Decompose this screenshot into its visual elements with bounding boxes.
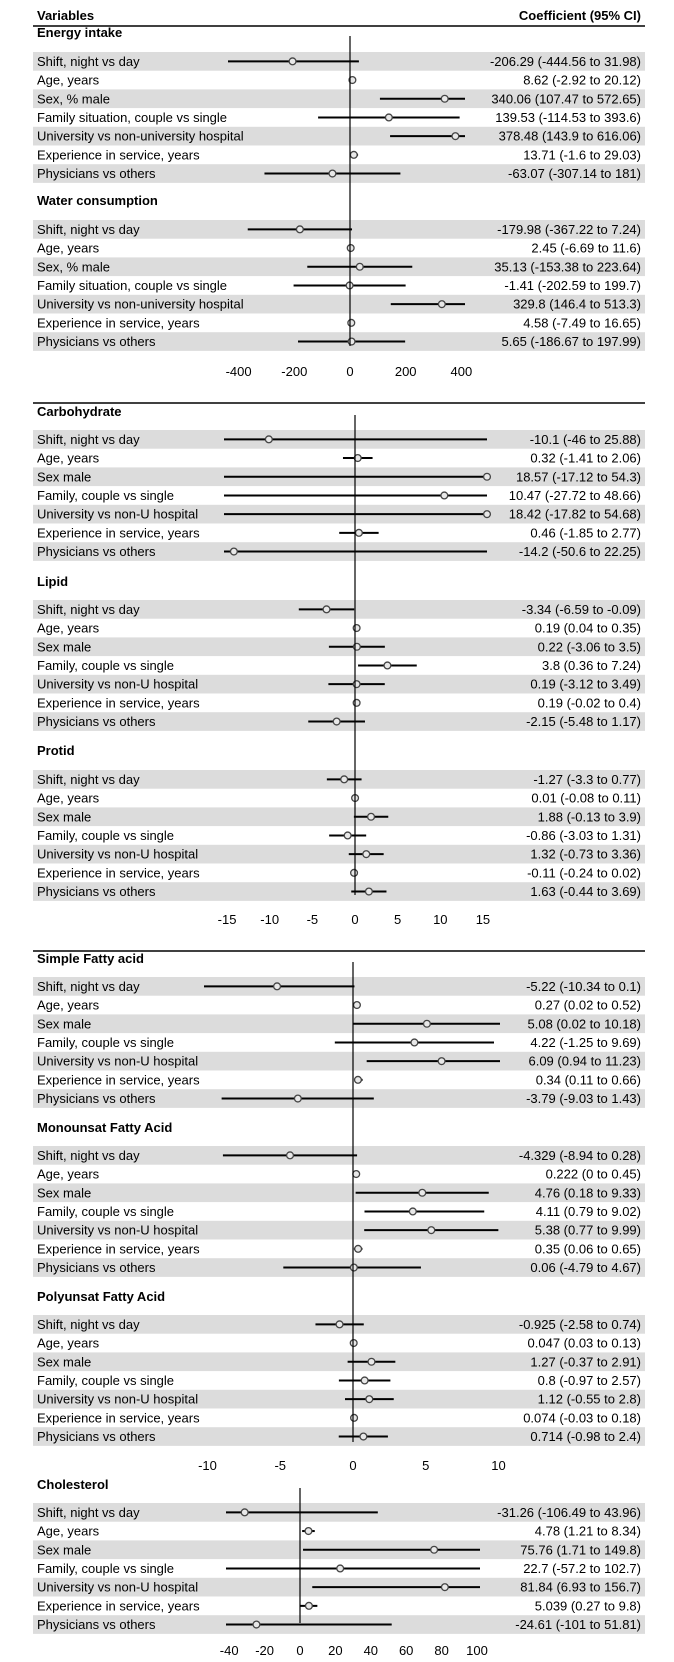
ci-text: 18.42 (-17.82 to 54.68) bbox=[508, 506, 641, 522]
point-estimate bbox=[368, 813, 375, 820]
row-label: Sex male bbox=[37, 469, 92, 485]
row-label: Age, years bbox=[37, 620, 100, 636]
row-label: Physicians vs others bbox=[37, 166, 156, 182]
forest-row bbox=[33, 1052, 645, 1071]
row-label: Experience in service, years bbox=[37, 525, 200, 541]
point-estimate bbox=[441, 1584, 448, 1591]
row-label: Sex male bbox=[37, 1016, 92, 1032]
tick-label: 0 bbox=[346, 364, 354, 379]
tick-label: 0 bbox=[296, 1643, 304, 1658]
forest-row bbox=[37, 1336, 641, 1351]
point-estimate bbox=[411, 1039, 418, 1046]
group-title: Monounsat Fatty Acid bbox=[37, 1120, 173, 1135]
forest-row bbox=[33, 1089, 645, 1108]
forest-row bbox=[37, 278, 641, 293]
tick-label: 400 bbox=[450, 364, 473, 379]
row-label: Family, couple vs single bbox=[37, 487, 175, 503]
ci-text: 0.047 (0.03 to 0.13) bbox=[527, 1335, 641, 1351]
forest-row bbox=[33, 1258, 645, 1277]
forest-row bbox=[33, 1540, 645, 1559]
outcome-group bbox=[33, 404, 645, 561]
row-label: Experience in service, years bbox=[37, 147, 200, 163]
row-label: Sex male bbox=[37, 1185, 92, 1201]
ci-text: -206.29 (-444.56 to 31.98) bbox=[489, 53, 641, 69]
point-estimate bbox=[409, 1208, 416, 1215]
forest-row bbox=[37, 1373, 641, 1388]
point-estimate bbox=[350, 1340, 357, 1347]
point-estimate bbox=[296, 226, 303, 233]
tick-label: -15 bbox=[217, 912, 237, 927]
point-estimate bbox=[368, 1358, 375, 1365]
row-label: Age, years bbox=[37, 1166, 100, 1182]
point-estimate bbox=[441, 492, 448, 499]
point-estimate bbox=[353, 1171, 360, 1178]
row-label: Family, couple vs single bbox=[37, 1560, 175, 1576]
ci-text: -5.22 (-10.34 to 0.1) bbox=[526, 978, 641, 994]
point-estimate bbox=[230, 548, 237, 555]
forest-row bbox=[37, 1561, 641, 1576]
row-label: Age, years bbox=[37, 240, 100, 256]
tick-label: 100 bbox=[466, 1643, 488, 1658]
forest-row bbox=[33, 977, 645, 996]
row-label: Family, couple vs single bbox=[37, 1034, 175, 1050]
outcome-group bbox=[33, 951, 645, 1108]
row-label: Age, years bbox=[37, 72, 100, 88]
ci-text: 0.34 (0.11 to 0.66) bbox=[535, 1072, 641, 1088]
point-estimate bbox=[274, 983, 281, 990]
ci-text: -1.27 (-3.3 to 0.77) bbox=[533, 771, 641, 787]
forest-row bbox=[37, 1167, 641, 1182]
ci-text: 81.84 (6.93 to 156.7) bbox=[520, 1579, 641, 1595]
point-estimate bbox=[353, 681, 360, 688]
forest-row bbox=[33, 770, 645, 789]
row-label: Age, years bbox=[37, 997, 100, 1013]
tick-label: -5 bbox=[306, 912, 319, 927]
ci-text: -10.1 (-46 to 25.88) bbox=[529, 431, 641, 447]
group-title: Polyunsat Fatty Acid bbox=[37, 1289, 166, 1304]
forest-panel bbox=[33, 25, 645, 403]
point-estimate bbox=[241, 1509, 248, 1516]
forest-row bbox=[33, 467, 645, 486]
forest-panel bbox=[33, 951, 645, 1473]
forest-row bbox=[33, 1014, 645, 1033]
forest-row bbox=[37, 241, 641, 256]
tick-label: 15 bbox=[475, 912, 491, 927]
ci-text: -3.34 (-6.59 to -0.09) bbox=[521, 601, 641, 617]
row-label: Sex male bbox=[37, 1542, 92, 1558]
point-estimate bbox=[287, 1152, 294, 1159]
row-label: Experience in service, years bbox=[37, 1598, 200, 1614]
point-estimate bbox=[441, 95, 448, 102]
ci-text: 1.63 (-0.44 to 3.69) bbox=[530, 884, 641, 900]
row-label: Sex, % male bbox=[37, 259, 110, 275]
row-label: University vs non-university hospital bbox=[37, 296, 244, 312]
forest-row bbox=[37, 865, 641, 880]
ci-text: 0.8 (-0.97 to 2.57) bbox=[537, 1372, 641, 1388]
forest-panel bbox=[33, 404, 645, 951]
point-estimate bbox=[431, 1546, 438, 1553]
forest-row bbox=[37, 315, 641, 330]
point-estimate bbox=[366, 1396, 373, 1403]
point-estimate bbox=[341, 776, 348, 783]
point-estimate bbox=[336, 1321, 343, 1328]
row-label: Physicians vs others bbox=[37, 884, 156, 900]
ci-text: 329.8 (146.4 to 513.3) bbox=[513, 296, 641, 312]
forest-row bbox=[33, 1221, 645, 1240]
forest-row bbox=[37, 73, 641, 88]
row-label: Sex male bbox=[37, 1354, 92, 1370]
ci-text: -31.26 (-106.49 to 43.96) bbox=[497, 1504, 641, 1520]
forest-row bbox=[37, 658, 641, 673]
ci-text: -1.41 (-202.59 to 199.7) bbox=[504, 277, 641, 293]
point-estimate bbox=[484, 511, 491, 518]
row-label: University vs non-U hospital bbox=[37, 846, 199, 862]
row-label: Sex, % male bbox=[37, 91, 110, 107]
point-estimate bbox=[452, 133, 459, 140]
forest-row bbox=[33, 1183, 645, 1202]
point-estimate bbox=[333, 718, 340, 725]
tick-label: 20 bbox=[328, 1643, 343, 1658]
point-estimate bbox=[428, 1227, 435, 1234]
point-estimate bbox=[329, 170, 336, 177]
point-estimate bbox=[351, 1414, 358, 1421]
forest-row bbox=[33, 295, 645, 314]
row-label: University vs non-U hospital bbox=[37, 1579, 199, 1595]
tick-label: 200 bbox=[394, 364, 417, 379]
tick-label: -5 bbox=[274, 1458, 287, 1473]
point-estimate bbox=[348, 338, 355, 345]
group-title: Cholesterol bbox=[37, 1477, 109, 1492]
row-label: Shift, night vs day bbox=[37, 978, 140, 994]
forest-row bbox=[33, 712, 645, 731]
ci-text: -4.329 (-8.94 to 0.28) bbox=[518, 1147, 641, 1163]
row-label: Experience in service, years bbox=[37, 315, 200, 331]
row-label: Physicians vs others bbox=[37, 1617, 156, 1633]
row-label: Shift, night vs day bbox=[37, 1147, 140, 1163]
forest-row bbox=[37, 621, 641, 636]
outcome-group bbox=[33, 1120, 645, 1277]
group-title: Simple Fatty acid bbox=[37, 951, 144, 966]
forest-row bbox=[33, 637, 645, 656]
tick-label: 80 bbox=[434, 1643, 449, 1658]
tick-label: -10 bbox=[260, 912, 280, 927]
forest-row bbox=[33, 220, 645, 239]
ci-text: 0.19 (-0.02 to 0.4) bbox=[537, 695, 641, 711]
row-label: University vs non-U hospital bbox=[37, 1053, 199, 1069]
forest-row bbox=[37, 147, 641, 162]
point-estimate bbox=[384, 662, 391, 669]
ci-text: 0.35 (0.06 to 0.65) bbox=[534, 1241, 641, 1257]
forest-row bbox=[37, 998, 641, 1013]
tick-label: -40 bbox=[219, 1643, 239, 1658]
point-estimate bbox=[484, 473, 491, 480]
ci-text: 4.78 (1.21 to 8.34) bbox=[534, 1523, 641, 1539]
ci-text: -14.2 (-50.6 to 22.25) bbox=[518, 544, 641, 560]
tick-label: 0 bbox=[351, 912, 359, 927]
ci-text: 8.62 (-2.92 to 20.12) bbox=[523, 72, 641, 88]
forest-row bbox=[37, 828, 641, 843]
ci-text: 75.76 (1.71 to 149.8) bbox=[520, 1542, 641, 1558]
ci-text: 0.19 (0.04 to 0.35) bbox=[534, 620, 641, 636]
ci-text: 0.46 (-1.85 to 2.77) bbox=[530, 525, 641, 541]
forest-row bbox=[37, 1035, 641, 1050]
forest-row bbox=[37, 1524, 641, 1539]
ci-text: -0.86 (-3.03 to 1.31) bbox=[526, 827, 641, 843]
point-estimate bbox=[337, 1565, 344, 1572]
outcome-group bbox=[33, 574, 645, 731]
point-estimate bbox=[424, 1020, 431, 1027]
row-label: Shift, night vs day bbox=[37, 1316, 140, 1332]
ci-text: 3.8 (0.36 to 7.24) bbox=[541, 657, 641, 673]
row-label: Shift, night vs day bbox=[37, 431, 140, 447]
row-label: University vs non-U hospital bbox=[37, 1391, 199, 1407]
forest-row bbox=[37, 1410, 641, 1425]
row-label: Family situation, couple vs single bbox=[37, 277, 228, 293]
group-title: Lipid bbox=[37, 574, 69, 589]
ci-text: 378.48 (143.9 to 616.06) bbox=[498, 128, 641, 144]
row-label: Shift, night vs day bbox=[37, 771, 140, 787]
tick-label: -400 bbox=[225, 364, 252, 379]
point-estimate bbox=[355, 1076, 362, 1083]
forest-row bbox=[33, 257, 645, 276]
row-label: Experience in service, years bbox=[37, 865, 200, 881]
row-label: Physicians vs others bbox=[37, 1091, 156, 1107]
point-estimate bbox=[351, 869, 358, 876]
row-label: University vs non-U hospital bbox=[37, 506, 199, 522]
row-label: Experience in service, years bbox=[37, 695, 200, 711]
point-estimate bbox=[353, 699, 360, 706]
tick-label: 10 bbox=[491, 1458, 506, 1473]
ci-text: 35.13 (-153.38 to 223.64) bbox=[494, 259, 641, 275]
point-estimate bbox=[438, 301, 445, 308]
forest-row bbox=[33, 332, 645, 351]
forest-row bbox=[33, 52, 645, 71]
ci-text: -0.925 (-2.58 to 0.74) bbox=[518, 1316, 641, 1332]
ci-text: 0.01 (-0.08 to 0.11) bbox=[531, 790, 641, 806]
ci-text: -63.07 (-307.14 to 181) bbox=[508, 166, 641, 182]
point-estimate bbox=[347, 245, 354, 252]
point-estimate bbox=[363, 851, 370, 858]
ci-text: 0.27 (0.02 to 0.52) bbox=[534, 997, 641, 1013]
ci-text: 1.27 (-0.37 to 2.91) bbox=[530, 1354, 641, 1370]
row-label: Family, couple vs single bbox=[37, 1203, 175, 1219]
row-label: Experience in service, years bbox=[37, 1410, 200, 1426]
ci-text: -179.98 (-367.22 to 7.24) bbox=[497, 221, 641, 237]
forest-row bbox=[37, 488, 641, 503]
row-label: Physicians vs others bbox=[37, 714, 156, 730]
outcome-group bbox=[33, 1289, 645, 1446]
ci-text: 4.11 (0.79 to 9.02) bbox=[535, 1203, 641, 1219]
point-estimate bbox=[253, 1621, 260, 1628]
header bbox=[33, 8, 645, 26]
row-label: Experience in service, years bbox=[37, 1072, 200, 1088]
ci-text: 5.65 (-186.67 to 197.99) bbox=[501, 334, 641, 350]
ci-text: 0.06 (-4.79 to 4.67) bbox=[530, 1260, 641, 1276]
tick-label: 5 bbox=[394, 912, 402, 927]
row-label: University vs non-U hospital bbox=[37, 1222, 199, 1238]
ci-text: -2.15 (-5.48 to 1.17) bbox=[526, 714, 641, 730]
forest-row bbox=[37, 791, 641, 806]
forest-row bbox=[37, 525, 641, 540]
point-estimate bbox=[348, 319, 355, 326]
ci-text: 0.074 (-0.03 to 0.18) bbox=[523, 1410, 641, 1426]
ci-text: 5.039 (0.27 to 9.8) bbox=[534, 1598, 641, 1614]
point-estimate bbox=[356, 529, 363, 536]
ci-text: 5.38 (0.77 to 9.99) bbox=[534, 1222, 641, 1238]
row-label: Shift, night vs day bbox=[37, 53, 140, 69]
forest-row bbox=[33, 430, 645, 449]
tick-label: -20 bbox=[255, 1643, 274, 1658]
point-estimate bbox=[356, 263, 363, 270]
variables-header: Variables bbox=[37, 8, 95, 23]
forest-row bbox=[33, 1390, 645, 1409]
row-label: Family, couple vs single bbox=[37, 1372, 175, 1388]
ci-text: 0.222 (0 to 0.45) bbox=[545, 1166, 641, 1182]
forest-row bbox=[33, 1315, 645, 1334]
row-label: Experience in service, years bbox=[37, 1241, 200, 1257]
group-title: Energy intake bbox=[37, 25, 123, 40]
ci-text: -3.79 (-9.03 to 1.43) bbox=[526, 1091, 641, 1107]
forest-row bbox=[37, 695, 641, 710]
ci-text: 4.22 (-1.25 to 9.69) bbox=[530, 1034, 641, 1050]
tick-label: 5 bbox=[422, 1458, 430, 1473]
row-label: Age, years bbox=[37, 1335, 100, 1351]
point-estimate bbox=[350, 1264, 357, 1271]
outcome-group bbox=[33, 743, 645, 901]
point-estimate bbox=[361, 1377, 368, 1384]
ci-text: 6.09 (0.94 to 11.23) bbox=[528, 1053, 641, 1069]
row-label: Age, years bbox=[37, 790, 100, 806]
forest-row bbox=[33, 164, 645, 183]
outcome-group bbox=[33, 25, 645, 183]
tick-label: 40 bbox=[363, 1643, 379, 1658]
ci-text: 5.08 (0.02 to 10.18) bbox=[527, 1016, 641, 1032]
tick-label: -200 bbox=[281, 364, 308, 379]
forest-row bbox=[33, 1503, 645, 1522]
tick-label: 10 bbox=[433, 912, 448, 927]
point-estimate bbox=[385, 114, 392, 121]
group-title: Carbohydrate bbox=[37, 404, 122, 419]
ci-text: 340.06 (107.47 to 572.65) bbox=[491, 91, 641, 107]
forest-row bbox=[33, 807, 645, 826]
forest-row bbox=[37, 1598, 641, 1613]
ci-text: 13.71 (-1.6 to 29.03) bbox=[523, 147, 641, 163]
forest-row bbox=[33, 675, 645, 694]
row-label: Physicians vs others bbox=[37, 334, 156, 350]
point-estimate bbox=[306, 1602, 313, 1609]
forest-row bbox=[33, 1352, 645, 1371]
row-label: Family situation, couple vs single bbox=[37, 109, 228, 125]
ci-text: -24.61 (-101 to 51.81) bbox=[515, 1617, 641, 1633]
forest-row bbox=[33, 1427, 645, 1446]
ci-text: 18.57 (-17.12 to 54.3) bbox=[515, 469, 641, 485]
point-estimate bbox=[360, 1433, 367, 1440]
coefficient-header: Coefficient (95% CI) bbox=[518, 8, 641, 23]
forest-row bbox=[37, 1241, 641, 1256]
point-estimate bbox=[305, 1528, 312, 1535]
outcome-group bbox=[33, 1477, 645, 1634]
ci-text: 139.53 (-114.53 to 393.6) bbox=[495, 109, 641, 125]
row-label: Age, years bbox=[37, 1523, 100, 1539]
tick-label: 0 bbox=[349, 1458, 357, 1473]
row-label: University vs non-university hospital bbox=[37, 128, 244, 144]
group-title: Water consumption bbox=[37, 193, 158, 208]
forest-row bbox=[37, 1204, 641, 1219]
row-label: Shift, night vs day bbox=[37, 221, 140, 237]
point-estimate bbox=[294, 1095, 301, 1102]
ci-text: 0.19 (-3.12 to 3.49) bbox=[530, 676, 641, 692]
point-estimate bbox=[355, 1245, 362, 1252]
row-label: Shift, night vs day bbox=[37, 601, 140, 617]
point-estimate bbox=[353, 625, 360, 632]
forest-row bbox=[33, 89, 645, 108]
row-label: Shift, night vs day bbox=[37, 1504, 140, 1520]
forest-row bbox=[33, 1578, 645, 1597]
row-label: Sex male bbox=[37, 809, 92, 825]
group-title: Protid bbox=[37, 743, 75, 758]
row-label: Family, couple vs single bbox=[37, 827, 175, 843]
ci-text: -0.11 (-0.24 to 0.02) bbox=[527, 865, 641, 881]
forest-panels bbox=[33, 25, 645, 1658]
forest-row bbox=[33, 1146, 645, 1165]
forest-row bbox=[33, 127, 645, 146]
row-label: Age, years bbox=[37, 450, 100, 466]
row-label: University vs non-U hospital bbox=[37, 676, 199, 692]
row-label: Sex male bbox=[37, 639, 92, 655]
outcome-group bbox=[33, 193, 645, 351]
forest-row bbox=[37, 1072, 641, 1087]
point-estimate bbox=[265, 436, 272, 443]
ci-text: 1.12 (-0.55 to 2.8) bbox=[537, 1391, 641, 1407]
ci-text: 1.88 (-0.13 to 3.9) bbox=[537, 809, 641, 825]
point-estimate bbox=[350, 151, 357, 158]
forest-panel bbox=[33, 1477, 645, 1658]
ci-text: 1.32 (-0.73 to 3.36) bbox=[530, 846, 641, 862]
point-estimate bbox=[323, 606, 330, 613]
ci-text: 22.7 (-57.2 to 102.7) bbox=[523, 1560, 641, 1576]
ci-text: 0.32 (-1.41 to 2.06) bbox=[530, 450, 641, 466]
forest-row bbox=[37, 110, 641, 125]
forest-row bbox=[33, 882, 645, 901]
ci-text: 2.45 (-6.69 to 11.6) bbox=[531, 240, 641, 256]
tick-label: -10 bbox=[198, 1458, 217, 1473]
point-estimate bbox=[438, 1058, 445, 1065]
forest-row bbox=[33, 600, 645, 619]
forest-row bbox=[33, 542, 645, 561]
point-estimate bbox=[419, 1189, 426, 1196]
forest-row bbox=[33, 505, 645, 524]
tick-label: 60 bbox=[398, 1643, 414, 1658]
point-estimate bbox=[289, 58, 296, 65]
ci-text: 0.714 (-0.98 to 2.4) bbox=[530, 1429, 641, 1445]
ci-text: 10.47 (-27.72 to 48.66) bbox=[508, 487, 641, 503]
forest-row bbox=[33, 845, 645, 864]
row-label: Physicians vs others bbox=[37, 1429, 156, 1445]
forest-row bbox=[33, 1615, 645, 1634]
point-estimate bbox=[366, 888, 373, 895]
ci-text: 4.58 (-7.49 to 16.65) bbox=[523, 315, 641, 331]
point-estimate bbox=[354, 1002, 361, 1009]
row-label: Physicians vs others bbox=[37, 1260, 156, 1276]
ci-text: 4.76 (0.18 to 9.33) bbox=[534, 1185, 641, 1201]
point-estimate bbox=[344, 832, 351, 839]
row-label: Family, couple vs single bbox=[37, 657, 175, 673]
row-label: Physicians vs others bbox=[37, 544, 156, 560]
ci-text: 0.22 (-3.06 to 3.5) bbox=[537, 639, 641, 655]
forest-row bbox=[37, 451, 641, 466]
